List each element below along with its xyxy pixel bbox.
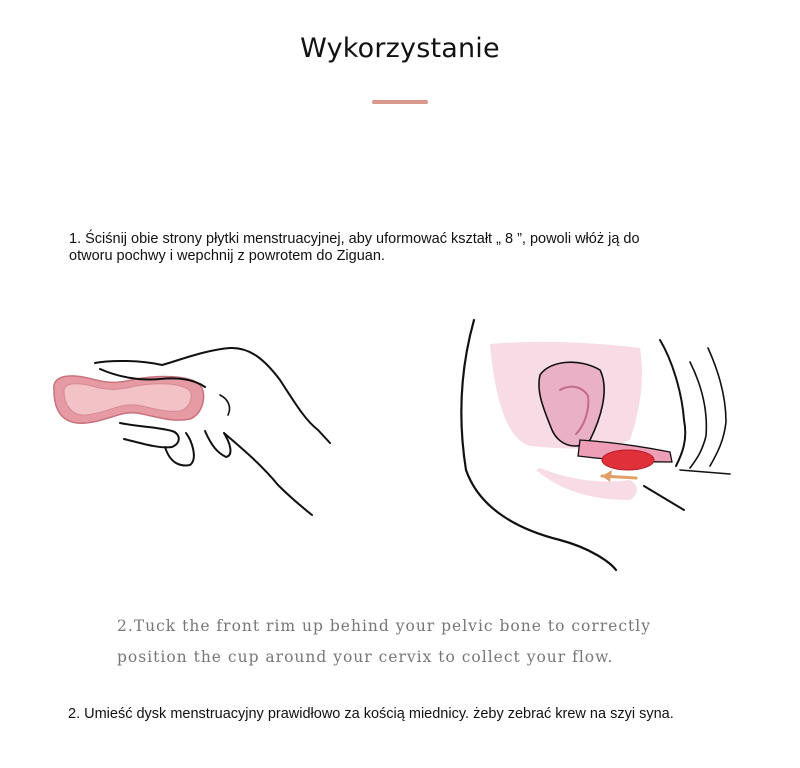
title-underline [372, 100, 428, 104]
english-instruction-line-2: position the cup around your cervix to collect your flow. [117, 648, 614, 666]
insert-arrowhead [602, 470, 612, 482]
knuckle [220, 395, 230, 415]
hand-folding-disc-icon [40, 335, 340, 535]
step1-line-2: otworu pochwy i wepchnij z powrotem do Ziguan. [69, 248, 385, 264]
hand-fingers-3 [708, 348, 726, 466]
step1-line-1: 1. Ściśnij obie strony płytki menstruacyjnej, aby uformować kształt „ 8 ”, powoli włóż ją do [69, 231, 640, 247]
hand-fingers-2 [690, 362, 706, 468]
step1-instruction [69, 231, 709, 265]
insertion-anatomy-icon [440, 300, 780, 580]
lower-body [644, 486, 684, 510]
wrist [224, 433, 312, 515]
hand-fingers [660, 340, 685, 466]
english-instruction-line-1: 2.Tuck the front rim up behind your pelvic bone to correctly [117, 617, 651, 635]
menstrual-cup [602, 450, 654, 470]
anatomy-lower [536, 468, 637, 500]
page-title: Wykorzystanie [300, 33, 500, 64]
step2-instruction: 2. Umieść dysk menstruacyjny prawidłowo za kością miednicy. żeby zebrać krew na szyi syna. [68, 706, 674, 722]
finger-1 [120, 423, 179, 447]
leg-line [680, 470, 730, 474]
